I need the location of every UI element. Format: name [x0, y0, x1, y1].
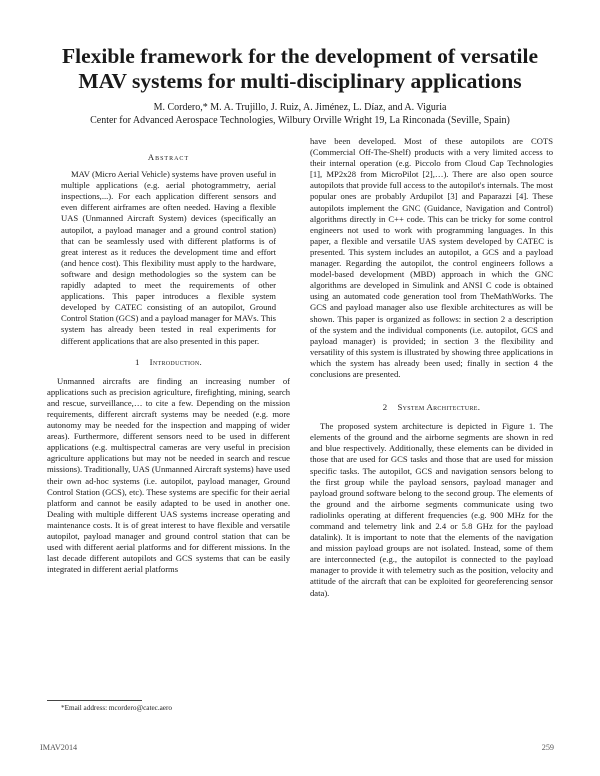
footer-page-number: 259: [541, 743, 554, 752]
section-2-heading: [310, 402, 553, 413]
section-2-paragraph-1: The proposed system architecture is depicted in Figure 1. The elements of the ground and the airborne segments are shown in red and blue respectively. Additionally, these elements can be divided in those that are used for GCS tasks and those that are used for mission specific tasks. The autopilot, GCS and navigation sensors belong to the first group while the payload sensors, payload manager and payload ground software belong to the second group. The elements of the ground and the airborne segments communicate using two radiolinks operating at different frequencies (e.g. 900 MHz for the command and telemetry link and 2.4 or 5.8 GHz for the payload datalink). It is important to note that the elements of the navigation and mission payload groups are not isolated. Instead, some of them are interconnected (e.g., the autopilot is connected to the payload manager to provide it with telemetry such as the position, velocity and attitude of the aircraft that can be exploited for georeferencing sensor data).: [310, 421, 553, 598]
footnote: [47, 700, 290, 713]
footnote-text: *Email address: mcordero@catec.aero: [61, 704, 172, 712]
footer-conference: IMAV2014: [40, 743, 78, 752]
section-1-paragraph-1: Unmanned aircrafts are finding an increasing number of applications such as precision agriculture, firefighting, mining, search and rescue, surveillance,… to cite a few. Depending on the mission requirements, different aircraft systems may be needed (e.g. more autonomy may be needed for the inspection and mapping of wider areas). Furthermore, different sensors need to be used in different applications (e.g. multispectral cameras are very useful in precision agriculture applications but may not be needed in search and rescue missions). Traditionally, UAS (Unmanned Aircraft systems) have used their own ad-hoc systems (i.e. autopilot, payload manager, Ground Control Station (GCS), etc). These systems are specific for their aerial platform and cannot be easily adapted to be used in another one. Dealing with multiple different UAS systems increase operating and maintenance costs. It is of great interest to have flexible and versatile autopilot, payload manager and ground control station that can be used with different aerial platforms and for different missions. In the last decade different autopilots and GCS systems that can be easily integrated in different aerial platforms: [47, 375, 290, 575]
left-column: [47, 146, 290, 579]
author-block: [0, 101, 600, 127]
section-1-paragraph-1-continued: have been developed. Most of these autopilots are COTS (Commercial Off-The-Shelf) products with a very limited access to their internal operation (e.g. Piccolo from Cloud Cap Technologies [1], MP2x28 from MicroPilot [2],…). There are also open source autopilots that provide full access to the autopilot's internals. The most popular ones are probably Ardupilot [3] and Paparazzi [4]. These autopilots implement the GNC (Guidance, Navigation and Control) algorithms directly in C++ code. This can be tricky for some control engineers not used to work with programming languages. In this paper, a flexible and versatile UAS system developed by CATEC is presented. This system includes an autopilot, a GCS and a payload manager. Regarding the autopilot, the control engineers follows a model-based development (MBD) approach in which the GNC algorithms are developed in Simulink and ANSI C code is obtained using an automated code generation tool from TheMathWorks. The GCS and payload manager also use flexible architectures as will be shown. This paper is organized as follows: in section 2 a description of the system and the individual components (i.e. autopilot, GCS and payload manager) is provided; in section 3 the flexibility and versatility of this system is illustrated by showing three applications in which the system has already been used; finally in section 4 the conclusions are presented.: [310, 136, 553, 379]
right-column: [310, 136, 553, 603]
section-2-title: System Architecture.: [397, 402, 481, 413]
section-1-title: Introduction.: [149, 356, 203, 367]
abstract-heading: Abstract: [147, 152, 190, 162]
abstract-text: MAV (Micro Aerial Vehicle) systems have proven useful in multiple applications (e.g. aerial photogrammetry, aerial inspections,...). For each application different sensors and even different airframes are often needed. Having a flexible UAS (Unmanned Aircraft System) devices (specifically an autopilot, a payload manager and a ground control station) that can be seamlessly used with different platforms is of great interest as it reduces the development time and effort (and hence cost). This flexibility must apply to the hardware, software and design methodologies so the system can be rapidly adapted to meet the requirements of other applications. This paper introduces a flexible system developed by CATEC consisting of an autopilot, Ground Control Station (GCS) and a payload manager for MAVs. This system has already been tested in real experiments for different applications that are also presented in this paper.: [61, 169, 276, 346]
section-2-number: 2: [382, 402, 388, 413]
title-line-2: MAV systems for multi-disciplinary applications: [78, 69, 522, 93]
section-1-number: 1: [134, 356, 140, 367]
section-1-heading: [47, 357, 290, 368]
footnote-rule: [47, 700, 142, 701]
affiliation: Center for Advanced Aerospace Technologies, Wilbury Orville Wright 19, La Rinconada (Seville, Spain): [90, 115, 510, 126]
paper-title: [0, 44, 600, 94]
author-list: M. Cordero,* M. A. Trujillo, J. Ruiz, A. Jiménez, L. Díaz, and A. Viguria: [153, 102, 447, 113]
title-line-1: Flexible framework for the development of versatile: [61, 44, 539, 68]
